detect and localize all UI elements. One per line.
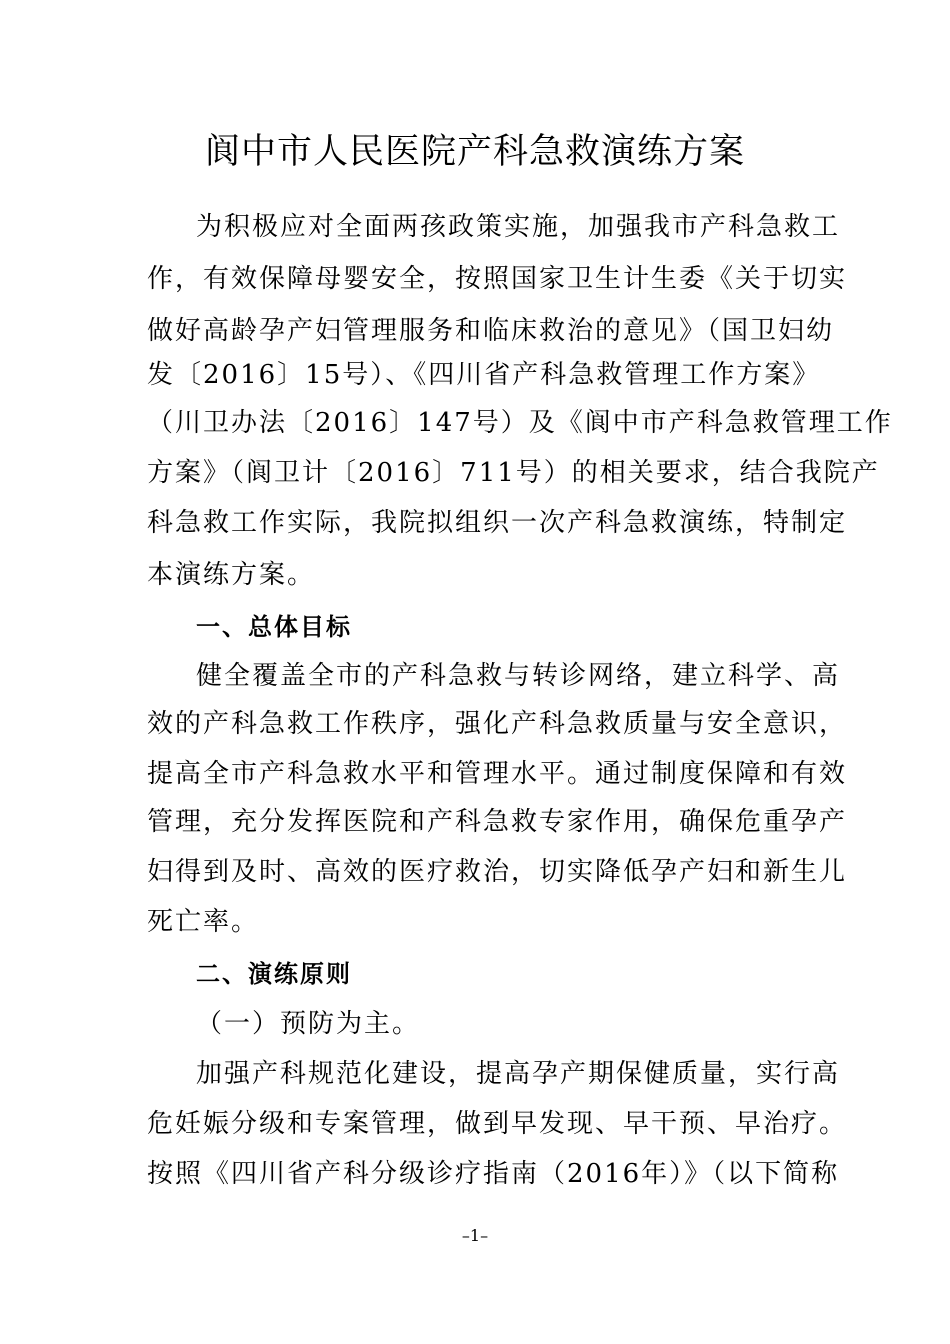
intro-line: 方案》（阆卫计〔2016〕711号）的相关要求，结合我院产 [147, 458, 880, 488]
section1-line: 效的产科急救工作秩序，强化产科急救质量与安全意识， [147, 709, 848, 739]
section1-line: 健全覆盖全市的产科急救与转诊网络，建立科学、高 [196, 661, 841, 691]
intro-line: 为积极应对全面两孩政策实施，加强我市产科急救工 [196, 212, 841, 242]
section-heading-drill-principles: 二、演练原则 [196, 960, 352, 988]
section1-line: 提高全市产科急救水平和管理水平。通过制度保障和有效 [147, 759, 848, 789]
intro-line: 发〔2016〕15号）、《四川省产科急救管理工作方案》 [147, 360, 821, 390]
section2-line: 按照《四川省产科分级诊疗指南（2016年）》（以下简称 [147, 1159, 840, 1189]
intro-line: 科急救工作实际，我院拟组织一次产科急救演练，特制定 [147, 508, 848, 538]
subsection-heading-prevention: （一）预防为主。 [196, 1009, 421, 1039]
section1-line: 妇得到及时、高效的医疗救治，切实降低孕产妇和新生儿 [147, 857, 848, 887]
section1-line: 死亡率。 [147, 907, 260, 937]
section-heading-overall-goals: 一、总体目标 [196, 613, 352, 641]
section1-line: 管理，充分发挥医院和产科急救专家作用，确保危重孕产 [147, 807, 848, 837]
section2-line: 危妊娠分级和专案管理，做到早发现、早干预、早治疗。 [147, 1109, 848, 1139]
intro-line: （川卫办法〔2016〕147号）及《阆中市产科急救管理工作 [147, 408, 893, 438]
intro-line: 作，有效保障母婴安全，按照国家卫生计生委《关于切实 [147, 264, 848, 294]
document-title: 阆中市人民医院产科急救演练方案 [204, 132, 745, 172]
page-number: –1– [461, 1226, 489, 1245]
section2-line: 加强产科规范化建设，提高孕产期保健质量，实行高 [196, 1059, 841, 1089]
intro-line: 做好高龄孕产妇管理服务和临床救治的意见》（国卫妇幼 [147, 316, 835, 346]
intro-line: 本演练方案。 [147, 560, 316, 590]
